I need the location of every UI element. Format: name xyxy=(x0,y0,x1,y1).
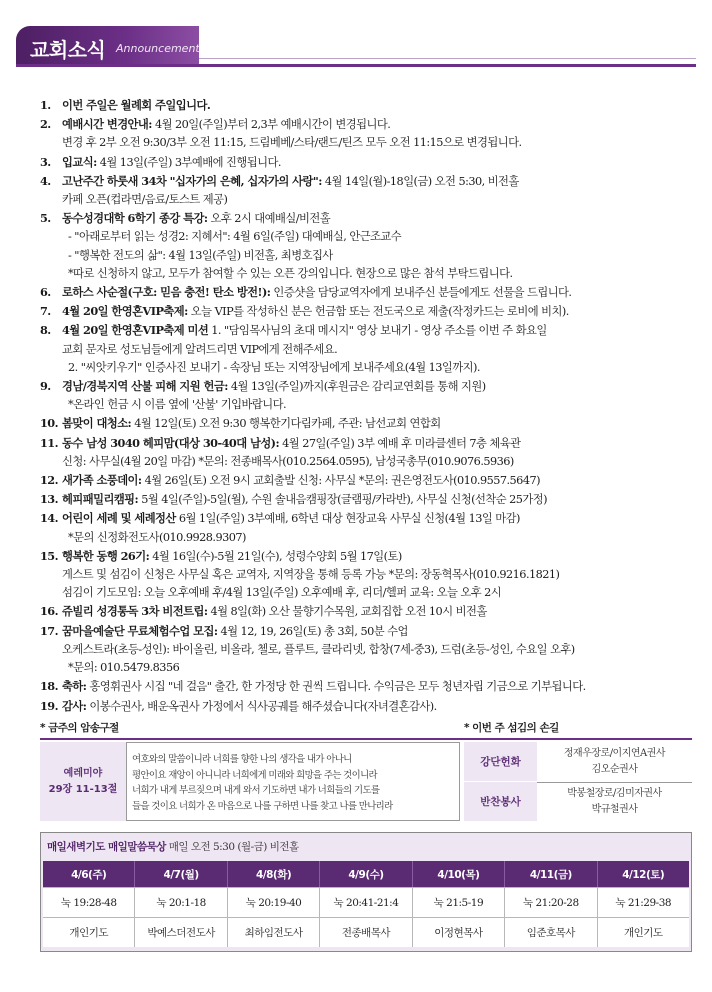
announcement-item xyxy=(40,115,690,152)
item-body xyxy=(62,321,690,377)
announcement-list xyxy=(40,96,690,716)
announcement-item xyxy=(40,677,690,696)
item-title: 로하스 사순절(구호: 믿음 충전! 탄소 방전!): xyxy=(62,285,271,300)
item-body xyxy=(62,302,690,321)
item-first-line xyxy=(62,471,690,490)
item-title: 동수성경대학 6학기 종강 특강: xyxy=(62,211,208,226)
item-title: 행복한 동행 26기: xyxy=(62,548,150,563)
table-header-row xyxy=(43,861,689,887)
memory-verse-reference xyxy=(40,742,126,821)
item-number: 7. xyxy=(40,304,51,319)
dawn-prayer-box xyxy=(40,832,692,952)
item-number: 15. xyxy=(40,548,59,563)
item-number: 17. xyxy=(40,623,59,638)
item-first-line xyxy=(62,622,690,641)
item-text: 4월 16일(수)-5월 21일(수), 성령수양회 5월 17일(토) xyxy=(149,549,402,563)
memory-verse-heading: * 금주의 암송구절 xyxy=(40,722,119,734)
item-title: 새가족 소풍데이: xyxy=(62,473,142,488)
item-first-line xyxy=(62,547,690,566)
announcement-item xyxy=(40,321,690,377)
day-header-cell: 4/10(목) xyxy=(413,861,505,887)
item-first-line xyxy=(62,172,690,191)
item-body xyxy=(62,509,690,546)
item-body xyxy=(62,209,690,283)
item-first-line xyxy=(62,377,690,396)
dawn-prayer-table xyxy=(43,861,689,947)
announcement-item xyxy=(40,377,690,414)
item-text: 4월 14일(월)-18일(금) 오전 5:30, 비전홀 xyxy=(321,174,519,188)
item-body xyxy=(62,547,690,603)
passage-cell: 눅 19:28-48 xyxy=(43,887,135,917)
table-row xyxy=(43,917,689,947)
item-first-line xyxy=(62,434,690,453)
item-body xyxy=(62,677,690,696)
item-title: 감사: xyxy=(62,698,87,713)
item-title: 헤피패밀리캠핑: xyxy=(62,492,139,507)
item-detail-line: *온라인 헌금 시 이름 옆에 '산불' 기입바랍니다. xyxy=(68,398,287,412)
item-title: 경남/경북지역 산불 피해 지원 헌금: xyxy=(62,379,228,394)
dawn-prayer-time: 매일 오전 5:30 (월-금) 비전홀 xyxy=(165,841,299,853)
item-body xyxy=(62,115,690,152)
item-detail-line: - "아래로부터 읽는 성경2: 지혜서": 4월 6일(주일) 대예배실, 안근조교수 xyxy=(68,230,402,244)
service-name: 박봉철장로/김미자권사 xyxy=(567,788,662,799)
item-number: 1. xyxy=(40,98,51,112)
passage-cell: 눅 20:1-18 xyxy=(135,887,227,917)
leader-cell: 박예스더전도사 xyxy=(135,917,227,947)
item-body xyxy=(62,602,690,621)
item-number: 4. xyxy=(40,173,51,188)
service-name: 박규철권사 xyxy=(591,804,638,815)
service-name: 김오순권사 xyxy=(591,763,638,775)
item-first-line xyxy=(62,602,690,621)
item-title: 어린이 세례 및 세례정산 xyxy=(62,511,176,526)
leader-cell: 개인기도 xyxy=(43,917,135,947)
item-text: 4월 12, 19, 26일(토) 총 3회, 50분 수업 xyxy=(217,624,408,638)
item-text: 이봉수권사, 배운옥권사 가정에서 식사공궤를 해주셨습니다(자녀결혼감사). xyxy=(86,699,437,713)
item-detail-line: *따로 신청하지 않고, 모두가 참여할 수 있는 오픈 강의입니다. 현장으로 많은 참석 부탁드립니다. xyxy=(68,266,513,280)
item-text: 인증샷을 담당교역자에게 보내주신 분들에게도 선물을 드립니다. xyxy=(270,286,572,300)
item-detail-line: 변경 후 2부 오전 9:30/3부 오전 11:15, 드림베베/스타/랜드/틴즈 모두 오전 11:15으로 변경됩니다. xyxy=(62,136,522,150)
header-rule-thin xyxy=(199,58,696,59)
service-label: 반찬봉사 xyxy=(464,782,537,821)
item-number: 2. xyxy=(40,117,51,132)
item-first-line xyxy=(62,509,690,528)
item-title: 쥬빌리 성경통독 3차 비전트립: xyxy=(62,604,208,619)
item-text: 4월 12일(토) 오전 9:30 행복한기다림카페, 주관: 남선교회 연합회 xyxy=(131,417,441,431)
item-number: 6. xyxy=(40,285,51,300)
leader-cell: 임준호목사 xyxy=(505,917,597,947)
leader-cell: 이정현목사 xyxy=(413,917,505,947)
item-first-line xyxy=(62,96,690,115)
item-title: 이번 주일은 월례회 주일입니다. xyxy=(62,98,211,112)
dawn-prayer-caption xyxy=(47,839,299,854)
announcement-item xyxy=(40,434,690,471)
item-number: 8. xyxy=(40,323,51,338)
item-number: 12. xyxy=(40,473,59,488)
section-subtitle: Announcement xyxy=(116,42,200,55)
item-text: 홍영휘권사 시집 "네 걸음" 출간, 한 가정당 한 권씩 드립니다. 수익금은 모두 청년자립 기금으로 기부됩니다. xyxy=(86,680,586,694)
item-text: 4월 13일(주일)까지(후원금은 감리교연회를 통해 지원) xyxy=(227,380,486,394)
service-label: 강단헌화 xyxy=(464,742,537,781)
service-hands-table xyxy=(464,742,692,821)
announcement-item xyxy=(40,414,690,433)
item-detail-line: - "행복한 전도의 삶": 4월 13일(주일) 비전홀, 최병호집사 xyxy=(68,248,333,262)
section-header xyxy=(0,0,712,70)
verse-line: 들을 것이요 너희가 온 마음으로 나를 구하면 나를 찾고 나를 만나리라 xyxy=(132,800,393,812)
item-title: 동수 남성 3040 헤피맘(대상 30-40대 남성): xyxy=(62,435,280,450)
item-text: 1. "담임목사님의 초대 메시지" 영상 보내기 - 영상 주소를 이번 주 화요일 xyxy=(208,324,547,338)
passage-cell: 눅 20:19-40 xyxy=(228,887,320,917)
item-title: 꿈마을예술단 무료체험수업 모집: xyxy=(62,623,218,638)
item-title: 4월 20일 한영혼VIP축제 미션 xyxy=(62,323,209,338)
item-detail-line: *문의 신정화전도사(010.9928.9307) xyxy=(68,530,246,544)
item-first-line xyxy=(62,153,690,172)
dawn-prayer-title: 매일새벽기도 매일말씀묵상 xyxy=(47,841,166,853)
item-text: 5월 4일(주일)-5일(월), 수원 솔내음캠핑장(글램핑/카라반), 사무실 신청(선착순 25가정) xyxy=(138,493,547,507)
verse-book: 예레미야 xyxy=(63,767,103,779)
verse-line: 평안이요 재앙이 아니니라 너희에게 미래와 희망을 주는 것이니라 xyxy=(132,769,377,781)
verse-chapter: 29장 11-13절 xyxy=(48,783,118,795)
announcement-item xyxy=(40,602,690,621)
memory-verse-text xyxy=(132,752,462,814)
item-body xyxy=(62,471,690,490)
announcement-item xyxy=(40,283,690,302)
item-detail-line: 오케스트라(초등-성인): 바이올린, 비올라, 첼로, 플루트, 클라리넷, 합창(7세-중3), 드럼(초등-성인, 수요일 오후) xyxy=(62,642,575,656)
announcement-item xyxy=(40,622,690,678)
item-title: 4월 20일 한영혼VIP축제: xyxy=(62,304,188,319)
item-body xyxy=(62,96,690,115)
item-number: 14. xyxy=(40,511,59,526)
leader-cell: 최하임전도사 xyxy=(228,917,320,947)
item-number: 18. xyxy=(40,679,59,694)
announcement-item xyxy=(40,697,690,716)
day-header-cell: 4/8(화) xyxy=(228,861,320,887)
service-hands-heading: * 이번 주 섬김의 손길 xyxy=(464,722,559,734)
item-number: 11. xyxy=(40,435,59,450)
item-text: 4월 27일(주일) 3부 예배 후 미라클센터 7층 체육관 xyxy=(279,436,521,450)
announcement-item xyxy=(40,490,690,509)
service-name: 정재우장로/이지연A권사 xyxy=(563,747,666,759)
service-names xyxy=(537,782,692,821)
item-body xyxy=(62,622,690,678)
item-first-line xyxy=(62,302,690,321)
passage-cell: 눅 21:29-38 xyxy=(598,887,689,917)
item-detail-line: 2. "씨앗키우기" 인증사진 보내기 - 속장님 또는 지역장님에게 보내주세요(4월 13일까지). xyxy=(68,360,480,374)
item-first-line xyxy=(62,677,690,696)
item-title: 봄맞이 대청소: xyxy=(62,416,132,431)
item-text: 4월 13일(주일) 3부예배에 진행됩니다. xyxy=(96,155,281,169)
item-title: 고난주간 하룻새 34차 "십자가의 은혜, 십자가의 사랑": xyxy=(62,173,322,188)
day-header-cell: 4/9(수) xyxy=(320,861,412,887)
item-first-line xyxy=(62,321,690,340)
passage-cell: 눅 21:5-19 xyxy=(413,887,505,917)
item-number: 3. xyxy=(40,154,51,169)
announcement-item xyxy=(40,153,690,172)
item-first-line xyxy=(62,283,690,302)
table-row xyxy=(43,887,689,917)
announcement-item xyxy=(40,509,690,546)
item-text: 4월 20일(주일)부터 2,3부 예배시간이 변경됩니다. xyxy=(151,118,391,132)
item-first-line xyxy=(62,697,690,716)
leader-cell: 전종배목사 xyxy=(320,917,412,947)
item-title: 축하: xyxy=(62,679,87,694)
item-body xyxy=(62,153,690,172)
passage-cell: 눅 21:20-28 xyxy=(505,887,597,917)
item-title: 입교식: xyxy=(62,154,97,169)
item-title: 예배시간 변경안내: xyxy=(62,117,152,132)
announcement-item xyxy=(40,209,690,283)
item-text: 오늘 VIP를 작성하신 분은 헌금함 또는 전도국으로 제출(작정카드는 로비에 비치). xyxy=(187,305,569,319)
item-detail-line: *문의: 010.5479.8356 xyxy=(68,661,180,675)
item-detail-line: 신청: 사무실(4월 20일 마감) *문의: 전종배목사(010.2564.0595), 남성국총무(010.9076.5936) xyxy=(62,454,514,468)
item-text: 4월 8일(화) 오산 물향기수목원, 교회집합 오전 10시 비전홀 xyxy=(207,605,487,619)
day-header-cell: 4/6(주) xyxy=(43,861,135,887)
passage-cell: 눅 20:41-21:4 xyxy=(320,887,412,917)
verse-line: 여호와의 말씀이니라 너희를 향한 나의 생각을 내가 아나니 xyxy=(132,754,352,765)
leader-cell: 개인기도 xyxy=(598,917,689,947)
item-number: 5. xyxy=(40,211,51,226)
item-detail-line: 섬김이 기도모임: 오늘 오후예배 후/4월 13일(주일) 오후예배 후, 리더/헬퍼 교육: 오늘 오후 2시 xyxy=(62,586,502,600)
item-number: 10. xyxy=(40,416,59,431)
item-first-line xyxy=(62,414,690,433)
announcement-item xyxy=(40,96,690,115)
day-header-cell: 4/12(토) xyxy=(598,861,689,887)
item-detail-line: 카페 오픈(컵라면/음료/토스트 제공) xyxy=(62,193,228,207)
item-body xyxy=(62,434,690,471)
day-header-cell: 4/7(월) xyxy=(135,861,227,887)
item-body xyxy=(62,377,690,414)
item-number: 16. xyxy=(40,604,59,619)
item-detail-line: 게스트 및 섬김이 신청은 사무실 혹은 교역자, 지역장을 통해 등록 가능 *문의: 장동혁목사(010.9216.1821) xyxy=(62,568,560,582)
day-header-cell: 4/11(금) xyxy=(505,861,597,887)
section-title: 교회소식 xyxy=(30,38,106,62)
item-body xyxy=(62,414,690,433)
item-first-line xyxy=(62,209,690,228)
announcement-item xyxy=(40,172,690,209)
item-number: 13. xyxy=(40,492,59,507)
item-body xyxy=(62,172,690,209)
item-body xyxy=(62,697,690,716)
announcement-item xyxy=(40,471,690,490)
item-text: 4월 26일(토) 오전 9시 교회출발 신청: 사무실 *문의: 권은영전도사(010.9557.5647) xyxy=(141,474,540,488)
item-first-line xyxy=(62,490,690,509)
item-number: 9. xyxy=(40,379,51,394)
item-detail-line: 교회 문자로 성도님들에게 알려드리면 VIP에게 전해주세요. xyxy=(62,342,338,356)
item-first-line xyxy=(62,115,690,134)
item-body xyxy=(62,490,690,509)
item-number: 19. xyxy=(40,698,59,713)
announcement-item xyxy=(40,302,690,321)
service-row xyxy=(464,742,692,781)
item-text: 오후 2시 대예배실/비전홀 xyxy=(207,212,331,226)
item-text: 6월 1일(주일) 3부예배, 6학년 대상 현장교육 사무실 신청(4월 13일 마감) xyxy=(175,512,520,526)
service-row xyxy=(464,782,692,821)
verse-line: 너희가 내게 부르짖으며 내게 와서 기도하면 내가 너희들의 기도를 xyxy=(132,785,380,796)
service-names xyxy=(537,742,692,781)
item-body xyxy=(62,283,690,302)
header-rule xyxy=(16,64,696,67)
announcement-item xyxy=(40,547,690,603)
mid-rule xyxy=(40,738,692,740)
